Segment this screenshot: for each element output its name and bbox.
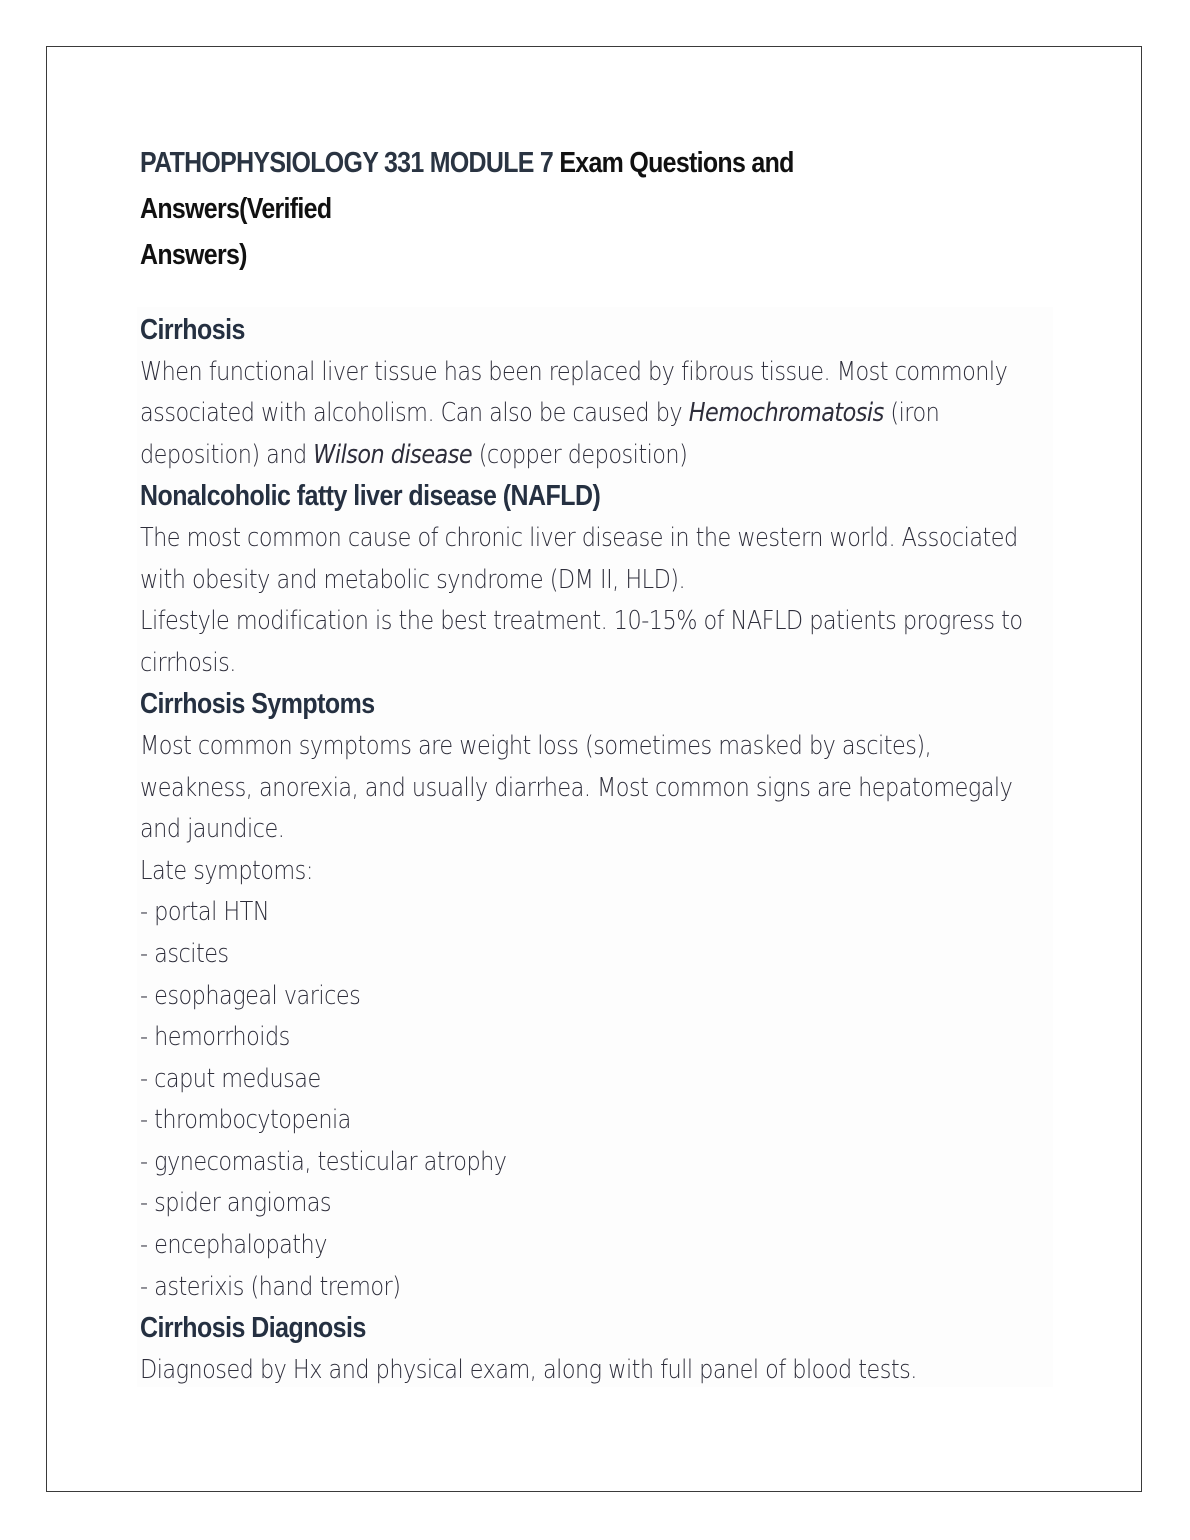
symptoms-text-1: Most common symptoms are weight loss (sometimes masked by ascites), (140, 730, 932, 761)
cirrhosis-text-3 (140, 435, 1052, 477)
list-item: - thrombocytopenia (140, 1105, 351, 1136)
late-symptoms-label: Late symptoms: (140, 855, 313, 886)
list-item: - portal HTN (140, 897, 270, 928)
term-hemochromatosis: Hemochromatosis (688, 398, 884, 429)
cirrhosis-text-2a: associated with alcoholism. Can also be caused by (140, 398, 689, 429)
nafld-text-4: cirrhosis. (140, 647, 236, 678)
cirrhosis-text-2 (140, 393, 1052, 435)
document-body (140, 310, 1052, 1391)
heading-cirrhosis-diagnosis: Cirrhosis Diagnosis (140, 1312, 366, 1345)
symptoms-text-3: and jaundice. (140, 814, 285, 845)
term-wilson-disease: Wilson disease (313, 439, 473, 470)
cirrhosis-text-3a: deposition) and (140, 439, 314, 470)
nafld-text-3: Lifestyle modification is the best treatment. 10-15% of NAFLD patients progress to (140, 606, 1023, 637)
list-item: - asterixis (hand tremor) (140, 1271, 401, 1302)
heading-nafld: Nonalcoholic fatty liver disease (NAFLD) (140, 480, 601, 513)
list-item: - gynecomastia, testicular atrophy (140, 1146, 507, 1177)
list-item: - ascites (140, 938, 229, 969)
title-description: Exam Questions and Answers(Verified (140, 147, 794, 225)
nafld-text-2: with obesity and metabolic syndrome (DM II, HLD). (140, 564, 686, 595)
cirrhosis-text-3c: (copper deposition) (472, 439, 688, 470)
diagnosis-text-1: Diagnosed by Hx and physical exam, along with full panel of blood tests. (140, 1354, 917, 1385)
list-item: - spider angiomas (140, 1188, 332, 1219)
nafld-text-1: The most common cause of chronic liver disease in the western world. Associated (140, 522, 1018, 553)
list-item: - hemorrhoids (140, 1022, 290, 1053)
document-title (140, 140, 914, 278)
title-course: PATHOPHYSIOLOGY 331 MODULE 7 (140, 147, 554, 179)
cirrhosis-text-1: When functional liver tissue has been replaced by fibrous tissue. Most commonly (140, 356, 1008, 387)
heading-cirrhosis-symptoms: Cirrhosis Symptoms (140, 688, 375, 721)
symptoms-text-2: weakness, anorexia, and usually diarrhea. Most common signs are hepatomegaly (140, 772, 1013, 803)
cirrhosis-text-2c: (iron (883, 398, 940, 429)
heading-cirrhosis: Cirrhosis (140, 314, 245, 346)
list-item: - encephalopathy (140, 1230, 327, 1261)
list-item: - esophageal varices (140, 980, 361, 1011)
list-item: - caput medusae (140, 1063, 321, 1094)
title-description-cont: Answers) (140, 239, 247, 271)
